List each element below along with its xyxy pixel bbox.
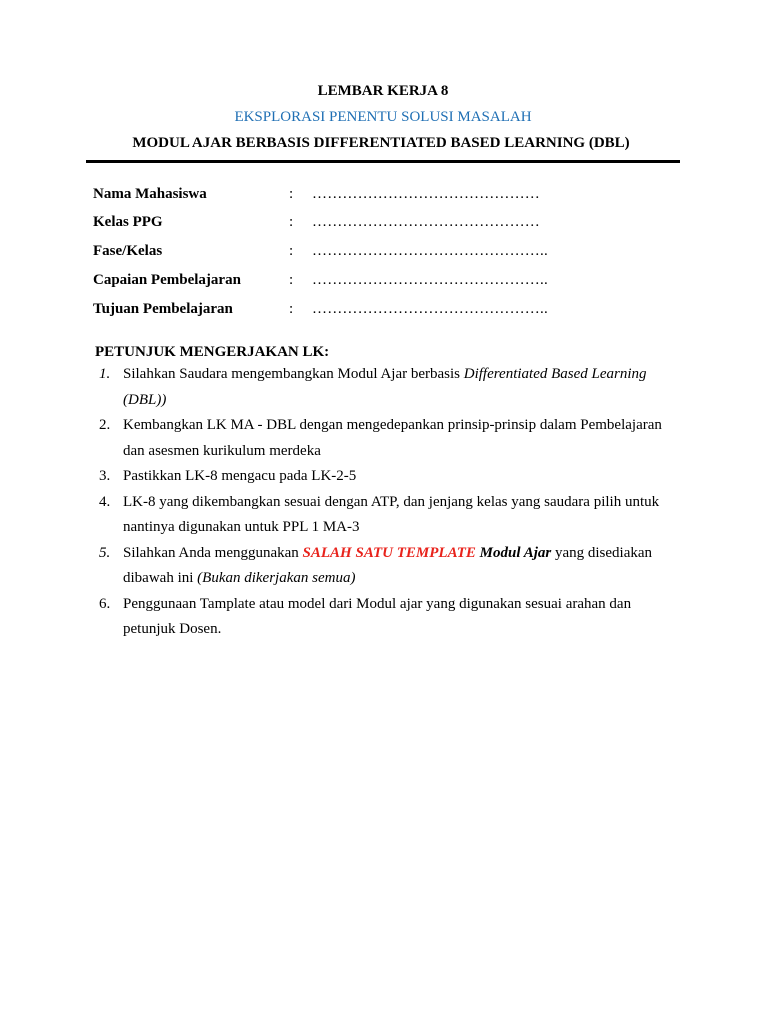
item-text: Pastikkan LK-8 mengacu pada LK-2-5	[123, 468, 357, 484]
instruction-item	[93, 592, 683, 643]
field-colon: :	[289, 243, 294, 259]
field-colon: :	[289, 214, 294, 230]
item-text: Penggunaan Tamplate atau model dari Modul ajar yang digunakan sesuai arahan dan petunjuk Dosen.	[123, 595, 632, 637]
item-text-bold-italic: Modul Ajar	[475, 544, 552, 561]
field-label: Capaian Pembelajaran	[93, 272, 241, 288]
worksheet-title: LEMBAR KERJA 8	[317, 83, 449, 99]
worksheet-subtitle: EKSPLORASI PENENTU SOLUSI MASALAH	[234, 109, 532, 125]
item-text: Silahkan Saudara mengembangkan Modul Ajar berbasis	[123, 366, 464, 382]
item-number: 6.	[99, 595, 111, 612]
field-label: Nama Mahasiswa	[93, 186, 207, 202]
item-text: Kembangkan LK MA - DBL dengan mengedepankan prinsip-prinsip dalam Pembelajaran dan asesmen kurikulum merdeka	[123, 417, 662, 459]
instructions-list	[93, 362, 683, 643]
field-label: Kelas PPG	[93, 214, 163, 230]
field-blank: ………………………………………..	[312, 301, 548, 317]
item-number: 5.	[99, 544, 111, 561]
instructions-heading: PETUNJUK MENGERJAKAN LK:	[95, 344, 330, 360]
highlight-text: SALAH SATU TEMPLATE	[302, 544, 476, 561]
header-divider	[86, 160, 680, 163]
field-colon: :	[289, 272, 294, 288]
item-text-italic: Differentiated Based Learning (DBL))	[123, 366, 647, 408]
field-colon: :	[289, 301, 294, 317]
instruction-item	[93, 464, 683, 490]
field-label: Fase/Kelas	[93, 243, 163, 259]
instruction-item	[93, 362, 683, 413]
field-blank: ………………………………………	[312, 214, 540, 230]
item-number: 1.	[99, 366, 111, 382]
instruction-item	[93, 490, 683, 541]
item-text-italic: (Bukan dikerjakan semua)	[197, 570, 356, 586]
item-number: 4.	[99, 493, 111, 510]
item-text: LK-8 yang dikembangkan sesuai dengan ATP, dan jenjang kelas yang saudara pilih untuk nantinya digunakan untuk PPL 1 MA-3	[123, 493, 660, 535]
field-label: Tujuan Pembelajaran	[93, 301, 233, 317]
item-number: 2.	[99, 417, 111, 433]
module-title: MODUL AJAR BERBASIS DIFFERENTIATED BASED LEARNING (DBL)	[132, 135, 630, 151]
instruction-item	[93, 541, 683, 592]
instruction-item	[93, 413, 683, 464]
item-text: yang disediakan dibawah ini	[123, 544, 653, 586]
item-number: 3.	[99, 468, 111, 484]
item-text: Silahkan Anda menggunakan	[123, 544, 303, 561]
field-blank: ………………………………………..	[312, 272, 548, 288]
field-blank: ………………………………………	[312, 186, 540, 202]
field-colon: :	[289, 186, 294, 202]
field-blank: ………………………………………..	[312, 243, 548, 259]
